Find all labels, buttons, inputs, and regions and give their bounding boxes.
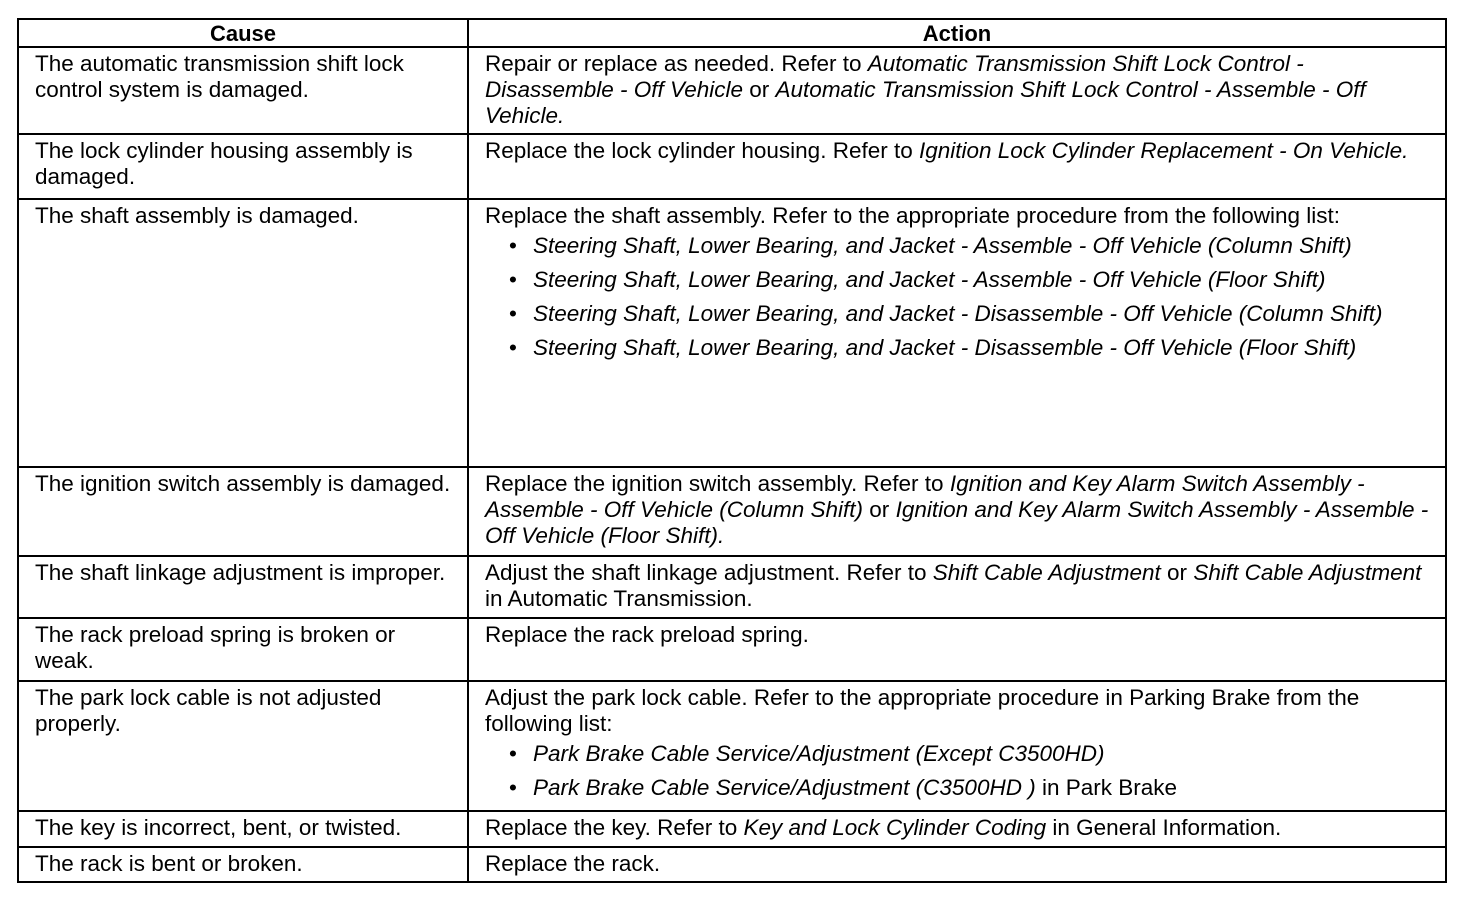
action-cell bbox=[468, 811, 1446, 847]
bullet-icon: • bbox=[509, 267, 517, 292]
action-text: in Park Brake bbox=[1035, 775, 1178, 800]
cause-action-table bbox=[17, 18, 1447, 883]
cause-cell: The shaft assembly is damaged. bbox=[18, 199, 468, 467]
cause-cell: The rack preload spring is broken or weak. bbox=[18, 618, 468, 681]
list-item bbox=[507, 741, 1433, 767]
procedure-list bbox=[485, 741, 1433, 801]
list-item bbox=[507, 267, 1433, 293]
table-row bbox=[18, 47, 1446, 134]
procedure-reference: Park Brake Cable Service/Adjustment (C3500HD ) bbox=[533, 775, 1036, 800]
procedure-reference: Park Brake Cable Service/Adjustment (Except C3500HD) bbox=[533, 741, 1105, 766]
action-text: . bbox=[557, 103, 565, 128]
action-text: Replace the rack. bbox=[485, 851, 661, 876]
list-item bbox=[507, 301, 1433, 327]
action-column-header: Action bbox=[468, 19, 1446, 47]
procedure-list bbox=[485, 233, 1433, 361]
action-cell bbox=[468, 556, 1446, 618]
list-item bbox=[507, 335, 1433, 361]
cause-cell: The ignition switch assembly is damaged. bbox=[18, 467, 468, 556]
action-text: or bbox=[1160, 560, 1194, 585]
action-cell bbox=[468, 47, 1446, 134]
action-text: in General Information. bbox=[1046, 815, 1282, 840]
bullet-icon: • bbox=[509, 775, 517, 800]
table-row bbox=[18, 681, 1446, 811]
procedure-reference: Ignition Lock Cylinder Replacement - On Vehicle bbox=[918, 138, 1403, 163]
action-text: Replace the shaft assembly. Refer to the appropriate procedure from the following list: bbox=[485, 203, 1341, 228]
procedure-reference: Shift Cable Adjustment bbox=[932, 560, 1161, 585]
procedure-reference: Key and Lock Cylinder Coding bbox=[743, 815, 1047, 840]
action-text: Repair or replace as needed. Refer to bbox=[485, 51, 868, 76]
cause-cell: The shaft linkage adjustment is improper. bbox=[18, 556, 468, 618]
table-header-row bbox=[18, 19, 1446, 47]
table-row bbox=[18, 467, 1446, 556]
action-text: Replace the ignition switch assembly. Refer to bbox=[485, 471, 950, 496]
action-cell bbox=[468, 467, 1446, 556]
procedure-reference: Automatic Transmission Shift Lock Control - Disassemble - Off Vehicle bbox=[485, 51, 1304, 102]
action-text: Adjust the park lock cable. Refer to the appropriate procedure in Parking Brake from the following list: bbox=[485, 685, 1360, 736]
table-row bbox=[18, 847, 1446, 882]
procedure-reference: Automatic Transmission Shift Lock Control - Assemble - Off Vehicle bbox=[485, 77, 1366, 128]
action-text: in Automatic Transmission. bbox=[485, 586, 753, 611]
action-cell bbox=[468, 681, 1446, 811]
cause-cell: The park lock cable is not adjusted properly. bbox=[18, 681, 468, 811]
bullet-icon: • bbox=[509, 335, 517, 360]
action-text: Adjust the shaft linkage adjustment. Refer to bbox=[485, 560, 933, 585]
table-row bbox=[18, 811, 1446, 847]
procedure-reference: Steering Shaft, Lower Bearing, and Jacket - Disassemble - Off Vehicle (Floor Shift) bbox=[533, 335, 1357, 360]
action-cell bbox=[468, 199, 1446, 467]
list-item bbox=[507, 775, 1433, 801]
action-text: or bbox=[743, 77, 776, 102]
cause-column-header: Cause bbox=[18, 19, 468, 47]
procedure-reference: Ignition and Key Alarm Switch Assembly - Assemble - Off Vehicle (Column Shift) bbox=[485, 471, 1365, 522]
action-text: or bbox=[863, 497, 896, 522]
diagnostic-table-container bbox=[17, 18, 1445, 883]
procedure-reference: Shift Cable Adjustment bbox=[1193, 560, 1422, 585]
action-text: Replace the rack preload spring. bbox=[485, 622, 809, 647]
action-text: Replace the lock cylinder housing. Refer to bbox=[485, 138, 919, 163]
action-text: . bbox=[1402, 138, 1409, 163]
table-row bbox=[18, 618, 1446, 681]
cause-cell: The lock cylinder housing assembly is damaged. bbox=[18, 134, 468, 199]
procedure-reference: Ignition and Key Alarm Switch Assembly - Assemble - Off Vehicle (Floor Shift) bbox=[485, 497, 1429, 548]
action-cell bbox=[468, 618, 1446, 681]
procedure-reference: Steering Shaft, Lower Bearing, and Jacket - Assemble - Off Vehicle (Floor Shift) bbox=[533, 267, 1326, 292]
action-cell bbox=[468, 134, 1446, 199]
procedure-reference: Steering Shaft, Lower Bearing, and Jacket - Disassemble - Off Vehicle (Column Shift) bbox=[533, 301, 1383, 326]
bullet-icon: • bbox=[509, 233, 517, 258]
cause-cell: The rack is bent or broken. bbox=[18, 847, 468, 882]
table-row bbox=[18, 134, 1446, 199]
cause-cell: The automatic transmission shift lock control system is damaged. bbox=[18, 47, 468, 134]
bullet-icon: • bbox=[509, 741, 517, 766]
action-text: Replace the key. Refer to bbox=[485, 815, 744, 840]
action-cell bbox=[468, 847, 1446, 882]
action-text: . bbox=[718, 523, 725, 548]
table-row bbox=[18, 556, 1446, 618]
table-row bbox=[18, 199, 1446, 467]
procedure-reference: Steering Shaft, Lower Bearing, and Jacket - Assemble - Off Vehicle (Column Shift) bbox=[533, 233, 1352, 258]
cause-cell: The key is incorrect, bent, or twisted. bbox=[18, 811, 468, 847]
bullet-icon: • bbox=[509, 301, 517, 326]
list-item bbox=[507, 233, 1433, 259]
